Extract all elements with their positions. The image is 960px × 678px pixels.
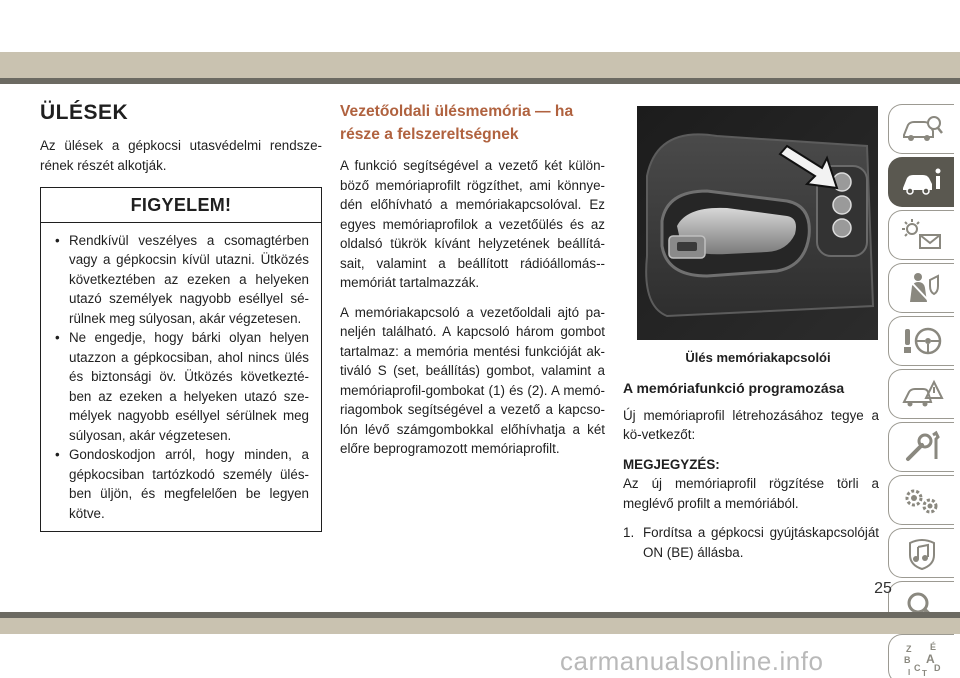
tab-emergency[interactable]: [888, 369, 954, 419]
tab-lights-messages[interactable]: [888, 210, 954, 260]
tab-car-info[interactable]: [888, 157, 954, 207]
paragraph: A memóriakapcsoló a vezetőoldali ajtó pa-neljén található. A kapcsoló három gombot tartalmaz: a memória mentési funkcióját ak-tiváló S (set, beállítás) gombot, valamint a memóriaprofil-gombokat (1) és (2). A memó-riagombok segítségével a vezető a kapcso-lón lévő számgombokkal előhívhatja a két előre beprogramozott memóriaprofilt.: [340, 304, 605, 456]
warning-box: [40, 187, 322, 532]
photo-caption: Ülés memóriakapcsolói: [685, 350, 831, 365]
tab-index[interactable]: [888, 634, 954, 678]
index-letter: B: [903, 655, 910, 665]
warning-light-icon: [900, 217, 944, 253]
tab-starting-driving[interactable]: [888, 316, 954, 366]
page-number: 25: [874, 580, 892, 597]
tab-safety[interactable]: [888, 263, 954, 313]
column-programming: [623, 100, 879, 562]
car-search-icon: [900, 111, 944, 147]
warning-list: [41, 223, 321, 532]
subsection-heading: Vezetőoldali ülésmemória — ha része a felszereltségnek: [340, 103, 574, 143]
car-info-icon: [900, 164, 944, 200]
music-navigation-icon: [900, 535, 944, 571]
tab-servicing[interactable]: [888, 422, 954, 472]
index-letter: T: [921, 669, 927, 677]
memory-switch-photo: [637, 106, 878, 340]
column-seat-memory: [340, 100, 605, 469]
warning-item: • Gondoskodjon arról, hogy minden, a gépkocsiban tartózkodó személy ülés-ben üljön, és megfelelően be legyen kötve.: [53, 445, 309, 523]
watermark: carmanualsonline.info: [560, 646, 824, 676]
intro-text: Az ülések a gépkocsi utasvédelmi rendsze-rének részét alkotják.: [40, 138, 322, 173]
subsection-heading: A memóriafunkció programozása: [623, 379, 845, 396]
step-text: Fordítsa a gépkocsi gyújtáskapcsolóját ON (BE) állásba.: [643, 525, 879, 560]
footer-band: [0, 618, 960, 634]
index-letter: C: [913, 663, 920, 673]
warning-title: FIGYELEM!: [41, 188, 321, 223]
column-seats: [40, 100, 322, 532]
tools-icon: [900, 429, 944, 465]
index-letter: É: [929, 642, 936, 652]
warning-item: • Ne engedje, hogy bárki olyan helyen utazzon a gépkocsiban, ahol nincs ülés és biztonsági öv. Ütközés következté-ben az ezeken a helyeken utazó sze-mélyek nagyobb eséllyel sérülnek meg súlyosan, akár végzetesen.: [53, 328, 309, 445]
tab-multimedia[interactable]: [888, 528, 954, 578]
index-letter: Z: [905, 644, 911, 654]
index-letter: A: [925, 652, 935, 666]
note-label: MEGJEGYZÉS:: [623, 456, 720, 472]
tab-specifications[interactable]: [888, 475, 954, 525]
tab-car-search[interactable]: [888, 104, 954, 154]
step-list: [623, 523, 879, 562]
paragraph: A funkció segítségével a vezető két külön-böző memóriaprofilt rögzíthet, ami könnye-dén előhívható a memóriakapcsolóval. Ez egyes memóriaprofilok a vezetőülés és az oldalsó tükrök kívánt helyzetének beállítá-sait, valamint a beállított rádióállomás--memóriát tartalmazzák.: [340, 158, 605, 290]
index-letter: D: [933, 663, 940, 673]
header-band: [0, 52, 960, 78]
step-number: 1.: [623, 525, 635, 540]
index-letter: I: [907, 668, 910, 677]
paragraph: Új memóriaprofil létrehozásához tegye a kö-vetkezőt:: [623, 407, 879, 442]
note-text: Az új memóriaprofil rögzítése törli a meglévő profilt a memóriából.: [623, 476, 879, 511]
door-panel-illustration: [637, 106, 878, 340]
seatbelt-icon: [900, 270, 944, 306]
section-title: ÜLÉSEK: [40, 101, 129, 124]
gears-icon: [900, 482, 944, 518]
steering-wheel-icon: [900, 323, 944, 359]
warning-item: • Rendkívül veszélyes a csomagtérben vagy a gépkocsin kívül utazni. Ütközés következtében az ezeken a helyeken utazó személyek nagyobb eséllyel sé-rülnek meg súlyosan, akár végzetesen.: [53, 231, 309, 329]
step-item: [623, 523, 879, 562]
hazard-icon: [900, 376, 944, 412]
header-rule: [0, 78, 960, 84]
index-letters-icon: [900, 641, 944, 677]
